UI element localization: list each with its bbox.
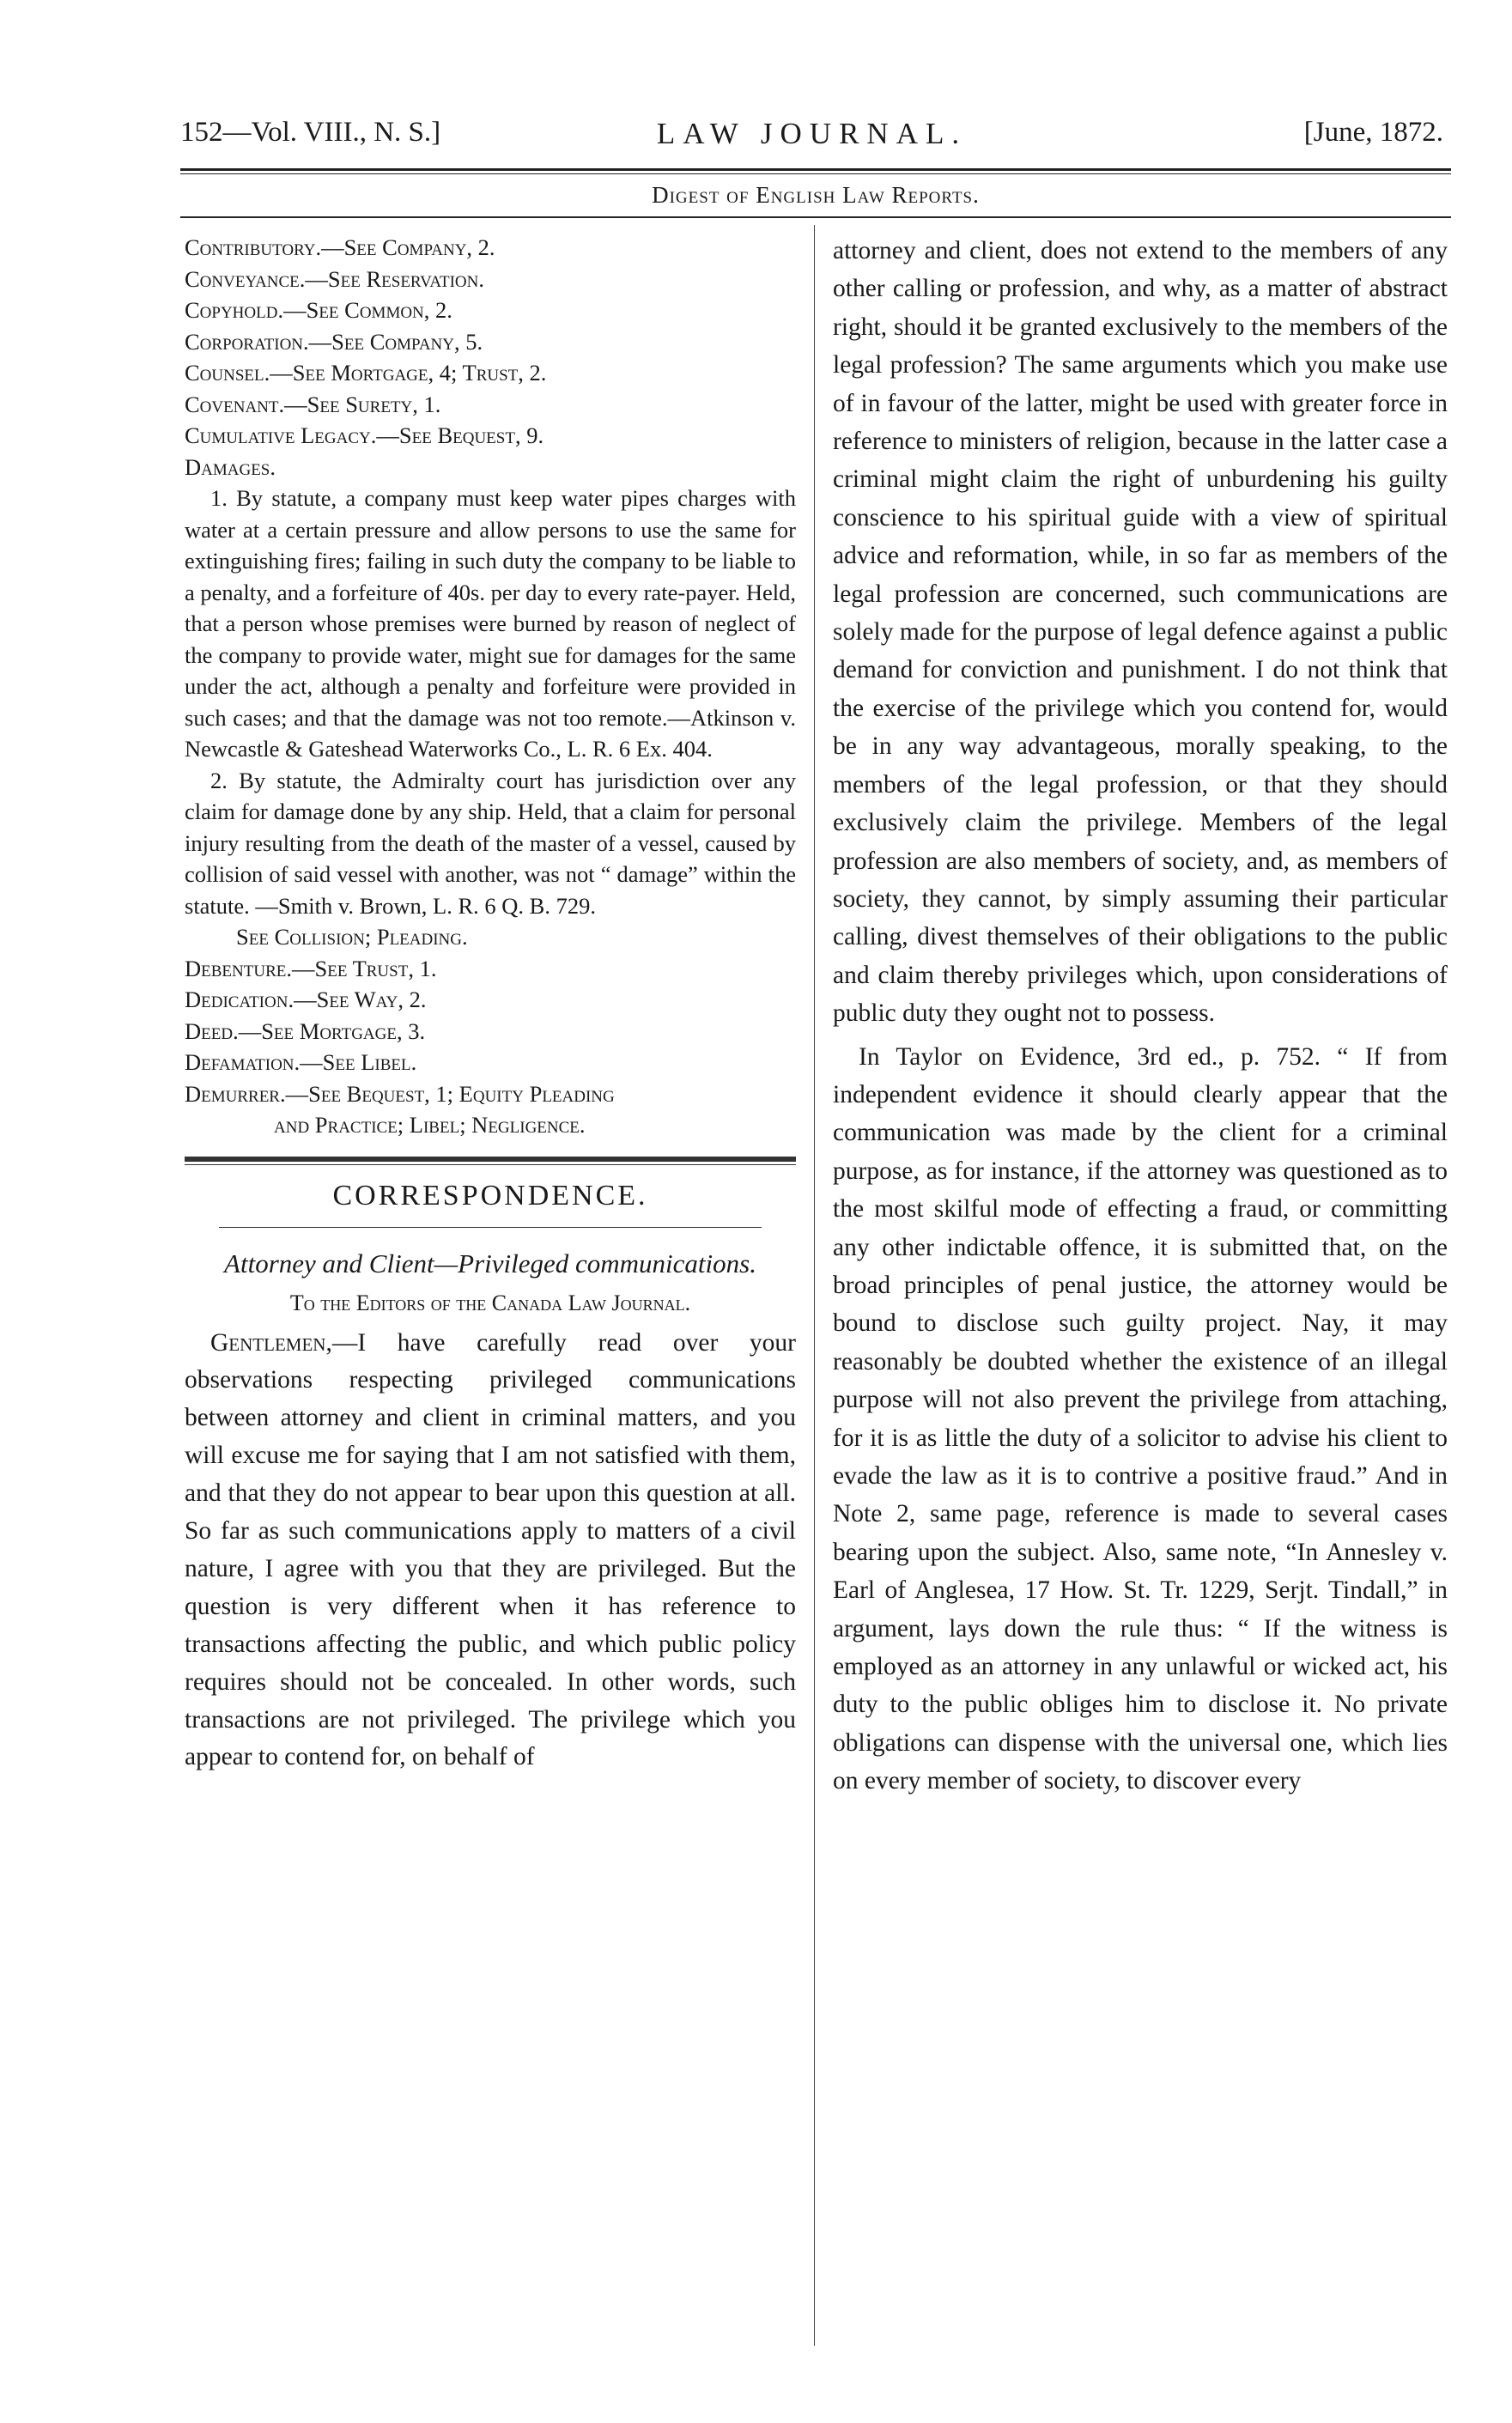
running-head	[180, 117, 1443, 160]
article-title: Attorney and Client—Privileged communications.	[224, 1248, 756, 1278]
damages-heading: Damages.	[185, 453, 276, 480]
digest-entry: Deed.—See Mortgage, 3.	[185, 1017, 426, 1044]
page-volume: 152—Vol. VIII., N. S.]	[180, 117, 441, 148]
letter-body-left	[185, 1325, 796, 1777]
salutation: Gentlemen,	[210, 1328, 332, 1357]
digest-entry: Debenture.—See Trust, 1.	[185, 955, 437, 981]
letter-paragraph-1: attorney and client, does not extend to the members of any other calling or profession, and why, as a matter of abstract right, should it be granted exclusively to the members of the legal profession? The same arguments which you make use of in favour of the latter, might be used with greater force in reference to ministers of religion, because in the latter case a criminal might claim the right of unburdening his guilty conscience to his spiritual guide with a view of spiritual advice and reformation, while, in so far as members of the legal profession are concerned, such communications are solely made for the purpose of legal defence against a public demand for conviction and punishment. I do not think that the exercise of the privilege which you contend for, would be in any way advantageous, morally speaking, to the members of the legal profession, or that they should exclusively claim the privilege. Members of the legal profession are also members of society, and, as members of society, they cannot, by simply assuming their particular calling, divest themselves of their obligations to the public and claim thereby privileges which, upon considerations of public duty they ought not to possess.	[833, 237, 1448, 1028]
letter-paragraph-2: In Taylor on Evidence, 3rd ed., p. 752. “ If from independent evidence it should clearly appear that the communication was made by the client for a criminal purpose, as for instance, if the attorney was questioned as to the most skilful mode of effecting a fraud, or committing any other indictable offence, it is submitted that, on the broad principles of penal justice, the attorney would be bound to disclose such guilty project. Nay, it may reasonably be doubted whether the existence of an illegal purpose will not also prevent the privilege from attaching, for it is as little the duty of a solicitor to advise his client to evade the law as it is to contrive a positive fraud.” And in Note 2, same page, reference is made to several cases bearing upon the subject. Also, same note, “In Annesley v. Earl of Anglesea, 17 How. St. Tr. 1229, Serjt. Tindall,” in argument, lays down the rule thus: “ If the witness is employed as an attorney in any unlawful or wicked act, his duty to the public obliges him to disclose it. No private obligations can dispense with the universal one, which lies on every member of society, to discover every	[833, 1042, 1448, 1795]
correspondence-rule-heavy	[185, 1157, 796, 1162]
digest-entry: Dedication.—See Way, 2.	[185, 987, 427, 1012]
letter-address: To the Editors of the Canada Law Journal.	[289, 1290, 691, 1315]
see-also-line: See Collision; Pleading.	[236, 924, 468, 950]
damages-case-2: 2. By statute, the Admiralty court has jurisdiction over any claim for damage done by any ship. Held, that a claim for personal injury resulting from the death of the master of a vessel, caused by collision of said vessel with another, was not “ damage” within the statute. —Smith v. Brown, L. R. 6 Q. B. 729.	[185, 767, 796, 919]
correspondence-title: CORRESPONDENCE.	[332, 1179, 648, 1212]
digest-entry: Cumulative Legacy.—See Bequest, 9.	[185, 422, 544, 448]
right-column	[833, 232, 1448, 1801]
issue-date: [June, 1872.	[1303, 117, 1443, 148]
digest-entry-continuation: and Practice; Libel; Negligence.	[274, 1112, 586, 1138]
section-heading: Digest of English Law Reports.	[652, 182, 980, 208]
letter-text-left: —I have carefully read over your observations respecting privileged communications between attorney and client in criminal matters, and you will excuse me for saying that I am not satisfied with them, and that they do not appear to bear upon this question at all. So far as such communications apply to matters of a civil nature, I agree with you that they are privileged. But the question is very different when it has reference to transactions affecting the public, and which public policy requires should not be concealed. In other words, such transactions are not privileged. The privilege which you appear to contend for, on behalf of	[185, 1328, 796, 1771]
journal-title: LAW JOURNAL.	[656, 117, 968, 150]
left-column	[185, 232, 796, 1776]
digest-entry: Demurrer.—See Bequest, 1; Equity Pleading	[185, 1080, 615, 1107]
damages-case-1: 1. By statute, a company must keep water pipes charges with water at a certain pressure and allow persons to use the same for extinguishing fires; failing in such duty the company to be liable to a penalty, and a forfeiture of 40s. per day to every rate-payer. Held, that a person whose premises were burned by reason of neglect of the company to provide water, might sue for damages for the same under the act, although a penalty and forfeiture were provided in such cases; and that the damage was not too remote.—Atkinson v. Newcastle & Gateshead Waterworks Co., L. R. 6 Ex. 404.	[185, 485, 796, 762]
digest-entry: Corporation.—See Company, 5.	[185, 328, 483, 355]
digest-entry: Covenant.—See Surety, 1.	[185, 391, 441, 417]
column-divider	[814, 225, 815, 2346]
digest-entry: Conveyance.—See Reservation.	[185, 265, 484, 292]
digest-entry: Counsel.—See Mortgage, 4; Trust, 2.	[185, 360, 547, 386]
correspondence-title-rule	[219, 1227, 762, 1228]
digest-entry: Defamation.—See Libel.	[185, 1049, 417, 1075]
digest-entry: Copyhold.—See Common, 2.	[185, 297, 452, 323]
section-rule	[180, 216, 1451, 218]
digest-entry: Contributory.—See Company, 2.	[185, 234, 495, 260]
header-rule-thick	[180, 168, 1451, 171]
header-rule-thin	[180, 173, 1451, 174]
correspondence-rule-thin	[185, 1164, 796, 1165]
